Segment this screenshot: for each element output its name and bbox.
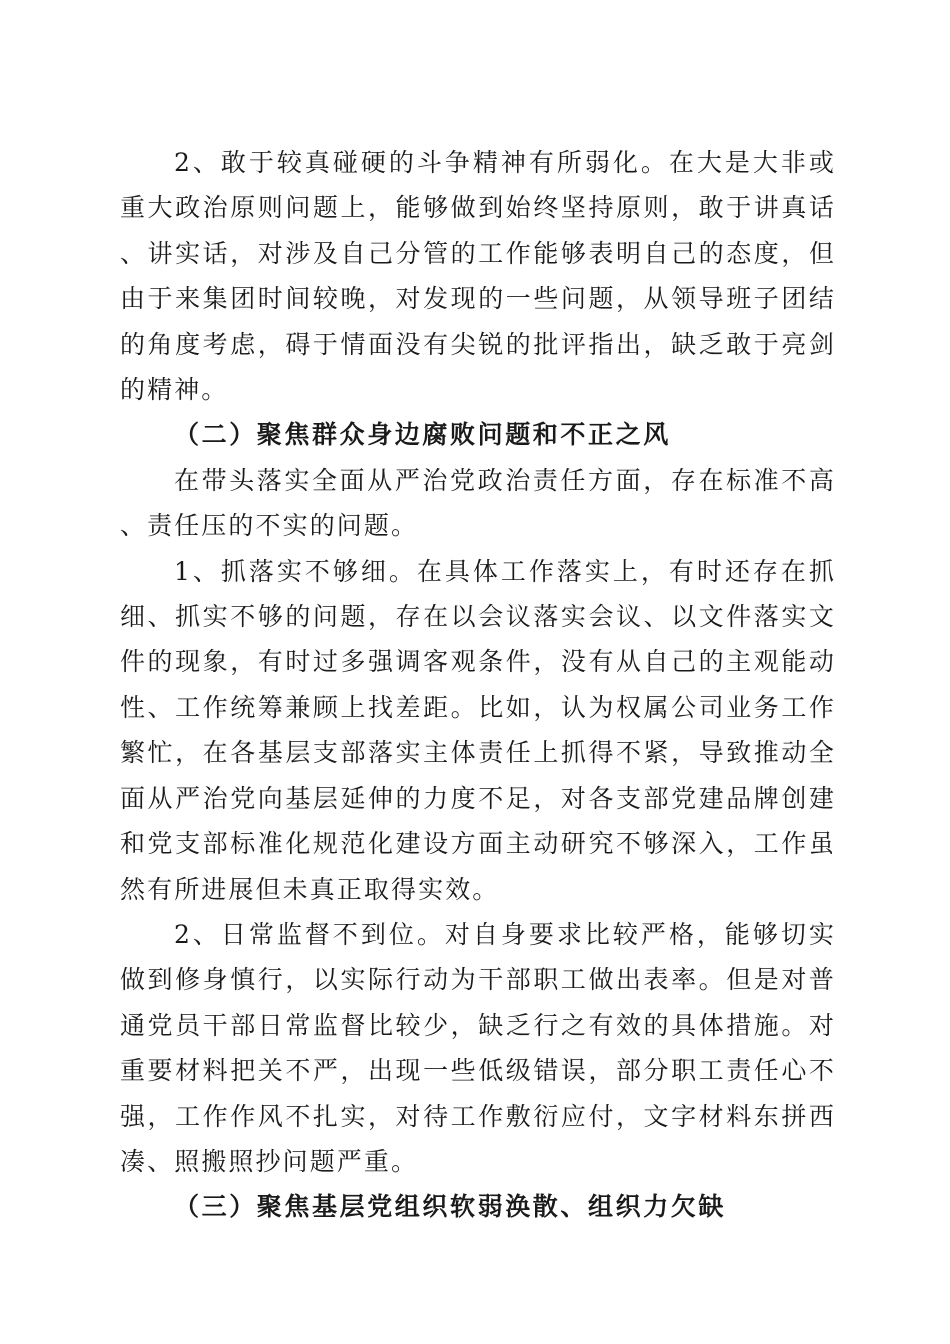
paragraph-implementation: 1、抓落实不够细。在具体工作落实上，有时还存在抓细、抓实不够的问题，存在以会议落实会议、以文件落实文件的现象，有时过多强调客观条件，没有从自己的主观能动性、工作统筹兼顾上找差距。比如，认为权属公司业务工作繁忙，在各基层支部落实主体责任上抓得不紧，导致推动全面从严治党向基层延伸的力度不足，对各支部党建品牌创建和党支部标准化规范化建设方面主动研究不够深入，工作虽然有所进展但未真正取得实效。 [120,556,836,904]
document-body [120,140,836,1230]
section-heading-2: （二）聚焦群众身边腐败问题和不正之风 [174,420,671,450]
section-heading-3: （三）聚焦基层党组织软弱涣散、组织力欠缺 [174,1192,727,1222]
paragraph-supervision: 2、日常监督不到位。对自身要求比较严格，能够切实做到修身慎行，以实际行动为干部职工做出表率。但是对普通党员干部日常监督比较少，缺乏行之有效的具体措施。对重要材料把关不严，出现一些低级错误，部分职工责任心不强，工作作风不扎实，对待工作敷衍应付，文字材料东拼西凑、照搬照抄问题严重。 [120,919,836,1176]
paragraph-struggle-spirit: 2、敢于较真碰硬的斗争精神有所弱化。在大是大非或重大政治原则问题上，能够做到始终坚持原则，敢于讲真话、讲实话，对涉及自己分管的工作能够表明自己的态度，但由于来集团时间较晚，对发现的一些问题，从领导班子团结的角度考虑，碍于情面没有尖锐的批评指出，缺乏敢于亮剑的精神。 [120,148,836,405]
paragraph-responsibility-intro: 在带头落实全面从严治党政治责任方面，存在标准不高、责任压的不实的问题。 [120,465,836,541]
